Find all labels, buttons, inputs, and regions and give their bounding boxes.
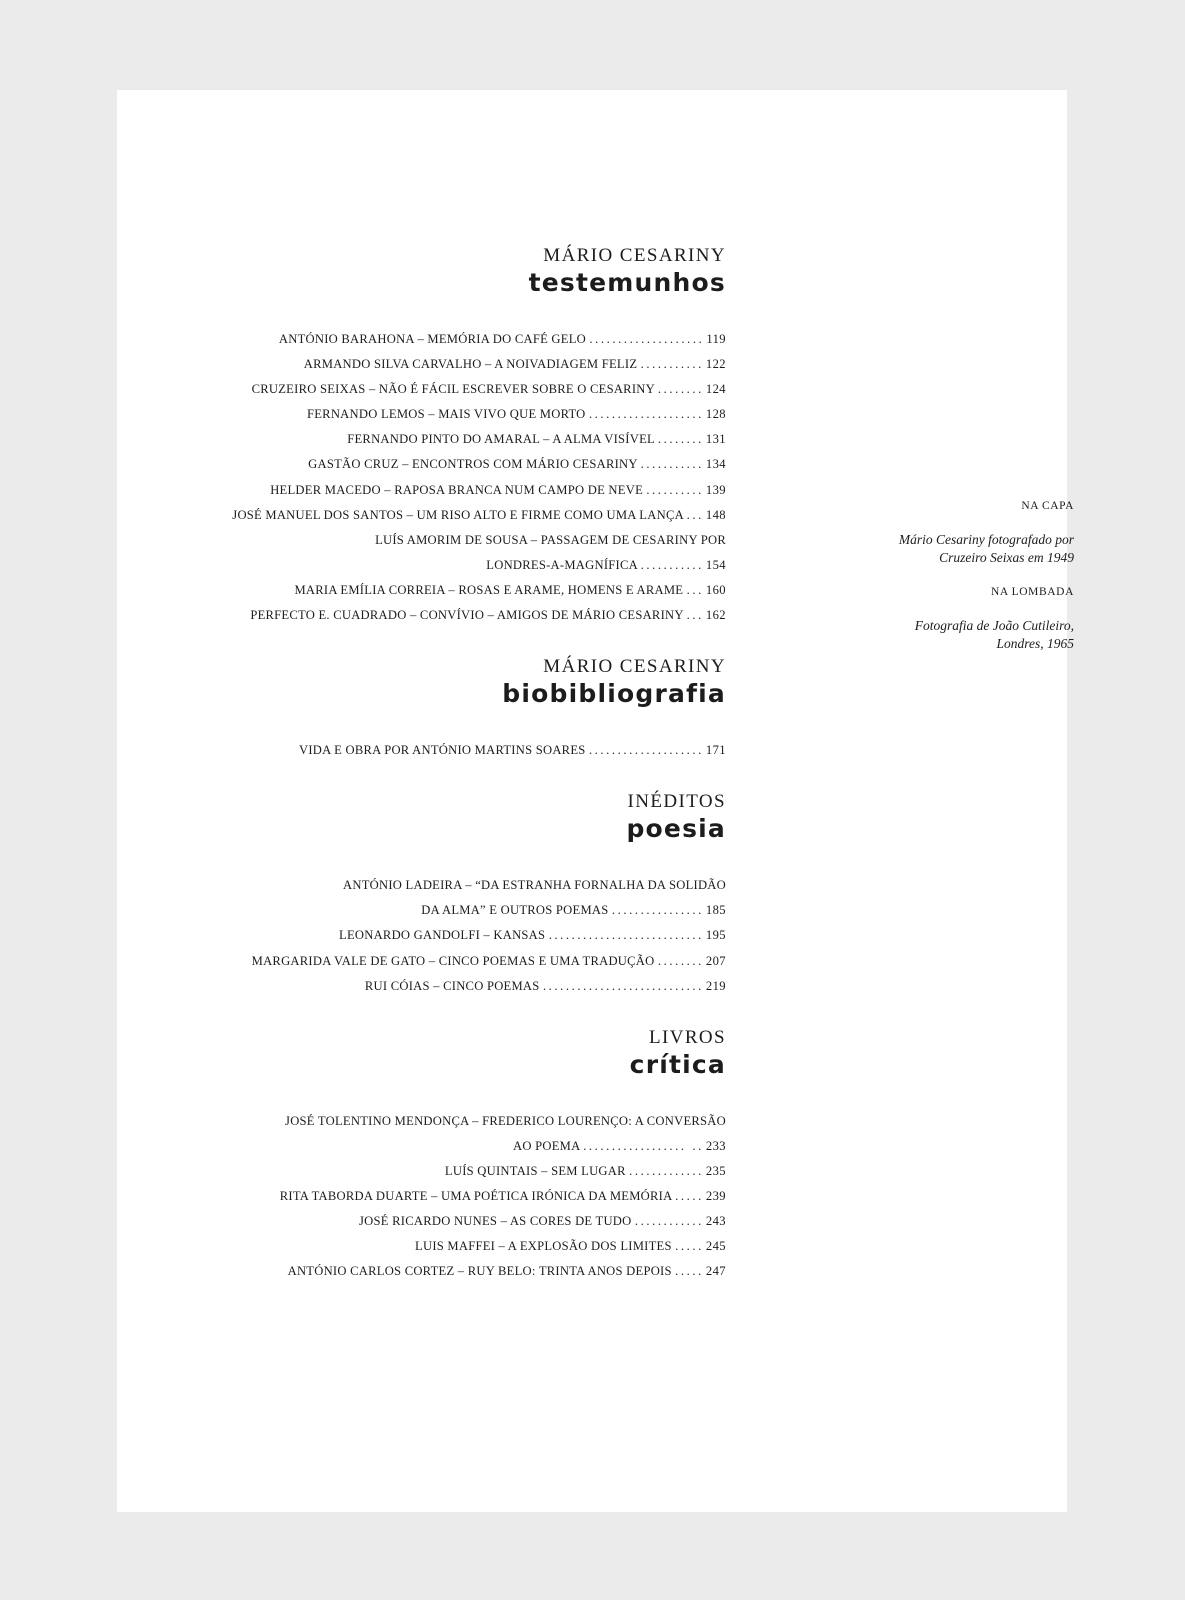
toc-entry-title: JOSÉ RICARDO NUNES – AS CORES DE TUDO xyxy=(359,1214,632,1229)
toc-entry-page-number: 239 xyxy=(705,1188,726,1203)
toc-entry[interactable] xyxy=(166,949,726,974)
toc-section xyxy=(166,244,726,628)
toc-entry[interactable] xyxy=(166,327,726,352)
toc-entry[interactable] xyxy=(166,923,726,948)
toc-entry-page-number: 235 xyxy=(705,1163,726,1178)
toc-entry-title: LUÍS AMORIM DE SOUSA – PASSAGEM DE CESARINY POR xyxy=(375,532,726,547)
cover-caption-line: Cruzeiro Seixas em 1949 xyxy=(939,550,1074,565)
toc-entry-title: AO POEMA xyxy=(513,1138,580,1153)
toc-entry-leader: ..... xyxy=(675,1188,704,1203)
toc-entry-title: RUI CÓIAS – CINCO POEMAS xyxy=(364,978,540,993)
toc-entry[interactable] xyxy=(166,1159,726,1184)
toc-entry-leader: ........... xyxy=(640,357,704,372)
toc-section xyxy=(166,655,726,763)
section-kicker: INÉDITOS xyxy=(627,791,726,813)
toc-entry[interactable] xyxy=(166,503,726,528)
toc-entry[interactable] xyxy=(166,377,726,402)
toc-entry-page-number: 233 xyxy=(705,1138,726,1153)
toc-entry[interactable] xyxy=(166,1259,726,1284)
toc-entry[interactable] xyxy=(166,1134,726,1159)
toc-entry-title: PERFECTO E. CUADRADO – CONVÍVIO – AMIGOS DE MÁRIO CESARINY xyxy=(250,608,684,623)
toc-entry-leader: ... xyxy=(686,582,704,597)
toc-entry-leader: ........ xyxy=(657,382,704,397)
toc-entry[interactable] xyxy=(166,1209,726,1234)
toc-entry-title: HELDER MACEDO – RAPOSA BRANCA NUM CAMPO DE NEVE xyxy=(270,482,644,497)
toc-entry-list xyxy=(166,1109,726,1285)
toc-entry-leader: ............. xyxy=(629,1163,704,1178)
toc-entry-title: FERNANDO PINTO DO AMARAL – A ALMA VISÍVEL xyxy=(347,432,655,447)
spine-credit-label: NA LOMBADA xyxy=(991,586,1074,598)
section-kicker: MÁRIO CESARINY xyxy=(543,656,726,678)
toc-entry-page-number: 119 xyxy=(706,332,726,346)
toc-entry[interactable] xyxy=(166,452,726,477)
spine-caption-line: Fotografia de João Cutileiro, xyxy=(914,618,1074,633)
toc-entry[interactable] xyxy=(166,898,726,923)
section-kicker: LIVROS xyxy=(648,1026,726,1048)
toc-entry-leader: ............ xyxy=(634,1214,704,1229)
toc-entry-title: MARGARIDA VALE DE GATO – CINCO POEMAS E UMA TRADUÇÃO xyxy=(251,953,655,968)
toc-entry-page-number: 128 xyxy=(705,407,726,422)
toc-entry-title: FERNANDO LEMOS – MAIS VIVO QUE MORTO xyxy=(306,407,586,422)
toc-entry[interactable] xyxy=(166,352,726,377)
toc-entry-list xyxy=(166,738,726,763)
toc-entry[interactable] xyxy=(166,1109,726,1134)
toc-entry-title: ANTÓNIO CARLOS CORTEZ – RUY BELO: TRINTA ANOS DEPOIS xyxy=(287,1264,676,1279)
toc-entry-page-number: 134 xyxy=(705,457,726,472)
toc-entry[interactable] xyxy=(166,402,726,427)
toc-entry-title: RITA TABORDA DUARTE – UMA POÉTICA IRÓNICA DA MEMÓRIA xyxy=(279,1188,676,1203)
toc-entry-page-number: 243 xyxy=(705,1214,726,1229)
toc-entry[interactable] xyxy=(166,738,726,763)
toc-entry-page-number: 207 xyxy=(705,953,726,968)
toc-entry-leader: ........ xyxy=(657,953,704,968)
table-of-contents xyxy=(166,244,726,1311)
toc-entry-page-number: 185 xyxy=(705,903,726,918)
toc-entry-leader: ..... xyxy=(675,1239,704,1254)
toc-entry-page-number: 148 xyxy=(705,507,726,522)
toc-entry-leader: .................... xyxy=(589,332,705,346)
toc-entry-title: JOSÉ MANUEL DOS SANTOS – UM RISO ALTO E FIRME COMO UMA LANÇA xyxy=(232,507,684,522)
toc-entry-leader: ........................... xyxy=(548,928,704,943)
section-title: biobibliografia xyxy=(502,679,726,709)
toc-entry-page-number: 139 xyxy=(705,482,726,497)
toc-entry-title: VIDA E OBRA POR ANTÓNIO MARTINS SOARES xyxy=(298,743,586,758)
toc-entry-leader: ................ xyxy=(611,903,704,918)
cover-caption-line: Mário Cesariny fotografado por xyxy=(898,532,1074,547)
toc-entry-leader: .................... xyxy=(588,407,704,422)
toc-entry[interactable] xyxy=(166,1184,726,1209)
cover-credit-label: NA CAPA xyxy=(1021,500,1074,512)
toc-section xyxy=(166,790,726,998)
toc-entry-leader: .......... xyxy=(646,482,704,497)
toc-entry-title: MARIA EMÍLIA CORREIA – ROSAS E ARAME, HOMENS E ARAME xyxy=(294,582,684,597)
toc-entry-page-number: 162 xyxy=(705,608,726,623)
toc-entry-leader: ........ xyxy=(657,432,704,447)
toc-entry-page-number: 195 xyxy=(705,928,726,943)
toc-entry-page-number: 245 xyxy=(705,1239,726,1254)
toc-entry[interactable] xyxy=(166,553,726,578)
toc-entry-leader: ..... xyxy=(675,1264,704,1279)
toc-entry-page-number: 131 xyxy=(705,432,726,447)
toc-entry-leader: ............................ xyxy=(542,978,704,993)
toc-entry-leader: ... xyxy=(686,507,704,522)
toc-entry-leader: ........... xyxy=(640,557,704,572)
toc-entry-leader: .................... xyxy=(588,743,704,758)
toc-entry[interactable] xyxy=(166,974,726,999)
toc-entry-page-number: 219 xyxy=(705,978,726,993)
spine-credit-caption xyxy=(754,617,1074,653)
section-title: crítica xyxy=(629,1049,726,1079)
toc-entry-title: DA ALMA” E OUTROS POEMAS xyxy=(421,903,609,918)
toc-entry-page-number: 124 xyxy=(705,382,726,397)
toc-entry-title: JOSÉ TOLENTINO MENDONÇA – FREDERICO LOURENÇO: A CONVERSÃO xyxy=(285,1113,726,1128)
toc-entry-title: LONDRES-A-MAGNÍFICA xyxy=(486,557,638,572)
toc-entry[interactable] xyxy=(166,427,726,452)
toc-entry[interactable] xyxy=(166,528,726,553)
toc-entry[interactable] xyxy=(166,578,726,603)
toc-entry-title: LUIS MAFFEI – A EXPLOSÃO DOS LIMITES xyxy=(415,1239,676,1254)
toc-entry-page-number: 154 xyxy=(705,557,726,572)
toc-entry[interactable] xyxy=(166,873,726,898)
toc-entry-title: CRUZEIRO SEIXAS – NÃO É FÁCIL ESCREVER SOBRE O CESARINY xyxy=(251,382,655,397)
toc-entry-title: GASTÃO CRUZ – ENCONTROS COM MÁRIO CESARINY xyxy=(308,457,638,472)
credits-sidebar xyxy=(754,499,1074,671)
toc-entry[interactable] xyxy=(166,478,726,503)
cover-credit-caption xyxy=(754,531,1074,567)
toc-entry-title: ANTÓNIO LADEIRA – “DA ESTRANHA FORNALHA DA SOLIDÃO xyxy=(343,878,726,893)
toc-entry-title: LEONARDO GANDOLFI – KANSAS xyxy=(339,928,546,943)
toc-entry-title: LUÍS QUINTAIS – SEM LUGAR xyxy=(444,1163,626,1178)
toc-entry-page-number: 122 xyxy=(705,357,726,372)
toc-section xyxy=(166,1026,726,1285)
toc-entry[interactable] xyxy=(166,1234,726,1259)
toc-entry-list xyxy=(166,873,726,998)
section-title: poesia xyxy=(626,814,726,844)
toc-entry-title: ARMANDO SILVA CARVALHO – A NOIVADIAGEM FELIZ xyxy=(303,357,638,372)
toc-entry-leader: ... xyxy=(686,608,704,623)
spine-caption-line: Londres, 1965 xyxy=(996,636,1074,651)
section-kicker: MÁRIO CESARINY xyxy=(543,245,726,266)
toc-entry-leader: ........... xyxy=(640,457,704,472)
toc-entry-page-number: 171 xyxy=(705,743,726,758)
toc-entry-leader: .................. .. xyxy=(583,1138,704,1153)
section-title: testemunhos xyxy=(528,268,726,297)
toc-entry-page-number: 247 xyxy=(705,1264,726,1279)
toc-entry[interactable] xyxy=(166,603,726,628)
document-page xyxy=(117,90,1074,1512)
toc-entry-page-number: 160 xyxy=(705,582,726,597)
toc-entry-list xyxy=(166,327,726,628)
toc-entry-title: ANTÓNIO BARAHONA – MEMÓRIA DO CAFÉ GELO xyxy=(278,332,586,346)
